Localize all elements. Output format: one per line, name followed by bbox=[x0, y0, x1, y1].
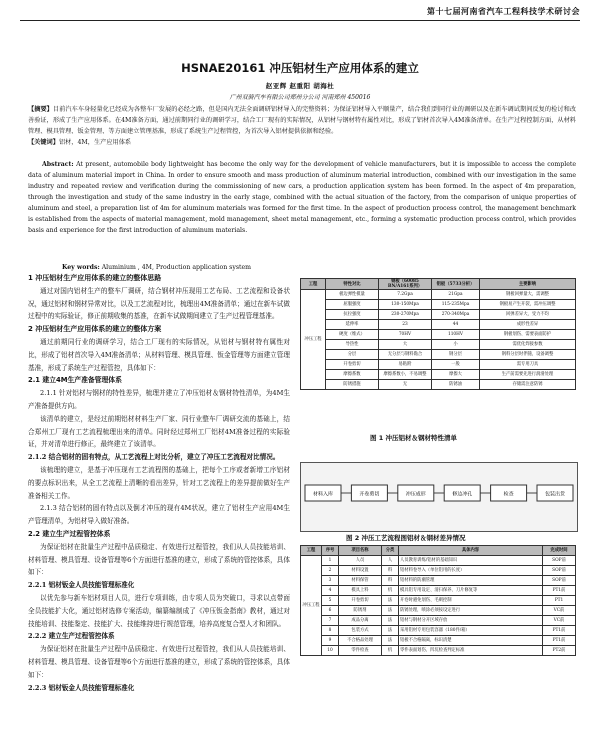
t2-h-2: 项目名称 bbox=[339, 546, 382, 556]
t1-h-4: 主要影响 bbox=[480, 279, 576, 290]
section-2-2-body: 为保证铝材在批量生产过程中品质稳定、有效进行过程管控，我们从人员技能培训、材料管理、模具管理、设备管理等6个方面进行基准的建立，形成了系统的管控体系，具体如下： bbox=[28, 542, 290, 577]
abstract-cn bbox=[28, 104, 576, 148]
table-2-cell: PT1前 bbox=[543, 626, 576, 636]
table-1-cell: 开卷剪切 bbox=[326, 360, 379, 370]
table-2-cell: 3 bbox=[322, 576, 339, 586]
abstract-cn-text: 目前汽车车身轻量化已经成为各整车厂发展的必经之路，但是国内无法全面调研铝材导入的完整资料；为保证铝材导入平顺量产，结合我们到同行业的调研以及在新车调试期间反复的检讨和改善验证，形成了生产应用体系。在4M准备方面，通过前期同行业的调研学习，结合工厂现有的实际情况，从铝材与钢材特有属性对比，形成了铝材首次导入4M准备清单。在生产过程控制方面，从材料管理、模具管理、钣金管理、等方面建立管理基准，形成了系统生产过程管控，为首次导入铝材提供依据和经验。 bbox=[28, 106, 577, 135]
t2-h-5: 完成时间 bbox=[543, 546, 576, 556]
table-1-cell: 防锈措施 bbox=[326, 380, 379, 390]
table-2-row bbox=[301, 586, 576, 596]
table-1-row bbox=[301, 340, 576, 350]
section-2-1-3-body: 2.1.3 结合铝材的固有特点以及倒才冲压的现有4M状况，建立了铝材生产应用4M生产管理清单，为铝材导入做好准备。 bbox=[28, 504, 290, 526]
table-1-cell: 抗拉强度 bbox=[326, 310, 379, 320]
table-2-cell: VC前 bbox=[543, 616, 576, 626]
table-2-row bbox=[301, 616, 576, 626]
table-2-cell: SOP前 bbox=[543, 556, 576, 566]
table-1-cell: 摩擦系数 bbox=[326, 370, 379, 380]
running-header bbox=[20, 4, 580, 21]
table-2-cell: PT1前 bbox=[543, 586, 576, 596]
table-1-cell: 70HV bbox=[379, 330, 432, 340]
section-2-2-2-body: 为保证铝材在批量生产过程中品质稳定、有效进行过程管控，我们从人员技能培训、材料管理、模具管理、设备管理等6个方面进行基准的建立，形成了系统的管控体系，具体如下： bbox=[28, 645, 290, 679]
table-2-cell: 模具上料 bbox=[339, 586, 382, 596]
table-1-row bbox=[301, 370, 576, 380]
section-2-1-2-title: 2.1.2 结合铝材的固有特点，从工艺流程上对比分析，建立了冲压工艺流程对比情况。 bbox=[28, 453, 280, 462]
table-2-cell: 5 bbox=[322, 596, 339, 606]
table-1-cell: 130-150Mpa bbox=[379, 300, 432, 310]
t2-h-1: 序号 bbox=[322, 546, 339, 556]
section-2-2-title: 2.2 建立生产过程管控体系 bbox=[28, 529, 111, 538]
table-1-row bbox=[301, 290, 576, 300]
table-1-cell: 摩擦大 bbox=[432, 370, 480, 380]
table-2-cell: 零件检查 bbox=[339, 646, 382, 656]
table-2-cell: 8 bbox=[322, 626, 339, 636]
table-2-cell: 材料设置 bbox=[339, 566, 382, 576]
table-2-cell: 法 bbox=[382, 606, 399, 616]
section-2-2-1-title: 2.2.1 铝材钣金人员技能管理标准化 bbox=[28, 581, 135, 590]
cutoff-heading: 2.2.3 铝材钣金人员技能管理标准化 bbox=[28, 683, 135, 692]
t2-h-3: 分类 bbox=[382, 546, 399, 556]
flow-node-label: 材料入库 bbox=[312, 491, 334, 498]
table-1-cell: 小 bbox=[432, 340, 480, 350]
table-1-cell: 7.2Gpa bbox=[379, 290, 432, 300]
section-2-1-title: 2.1 建立4M生产准备管理体系 bbox=[28, 376, 122, 385]
keywords-en-label: Key words: bbox=[62, 264, 100, 271]
table-2-cell: 9 bbox=[322, 636, 339, 646]
keywords-cn-label: 【关键词】 bbox=[28, 139, 59, 146]
table-2-cell: 包装方式 bbox=[339, 626, 382, 636]
table-2-cell: 2 bbox=[322, 566, 339, 576]
table-2-row bbox=[301, 606, 576, 616]
section-2-2-2-title: 2.2.2 建立生产过程管控体系 bbox=[28, 632, 115, 641]
table-1-row bbox=[301, 300, 576, 310]
table-2-cell: 防锈处理，喷涂必须按设定进行 bbox=[399, 606, 543, 616]
table-2-cell: 7 bbox=[322, 616, 339, 626]
figure-1 bbox=[300, 278, 576, 390]
table-2-row bbox=[301, 556, 576, 566]
table-2-cell: 人员 bbox=[339, 556, 382, 566]
table-2-cell: 法 bbox=[382, 596, 399, 606]
abstract-en bbox=[28, 159, 576, 236]
table-2-cell: 材料保管 bbox=[339, 576, 382, 586]
t2-h-4: 具体内容 bbox=[399, 546, 543, 556]
table-2-cell: 开卷时避免划伤、毛刺控制 bbox=[399, 596, 543, 606]
table-1-cell: 钢板划伤、需要表面防护 bbox=[480, 330, 576, 340]
table-1-cell: 23 bbox=[379, 320, 432, 330]
abstract-en-label: Abstract: bbox=[42, 161, 74, 168]
table-1-cell: 110HV bbox=[432, 330, 480, 340]
section-2-title: 2 冲压铝材生产应用体系的建立的整体方案 bbox=[28, 325, 162, 334]
keywords-en-text: Aluminium , 4M, Production application system bbox=[101, 264, 252, 271]
section-2-2-1-body: 以优先参与新车铝材项目人员，进行专项训练，由专项人员为突破口，寻求以点带面全员技能扩大化，通过铝材选修专案活动，编纂编制成了《冲压钣金指南》教材，通过对技能培训、技能鉴定、技能扩大、技能维持进行规范管理，培养高度复合型人才和团队。 bbox=[28, 593, 290, 628]
table-2-cell: 法 bbox=[382, 636, 399, 646]
table-1-cell: 需优化焊接参数 bbox=[480, 340, 576, 350]
t2-section-cell: 冲压工程 bbox=[301, 556, 322, 656]
table-2-cell: 零件表面划伤、凹坑检查判定标准 bbox=[399, 646, 543, 656]
table-2-cell: 6 bbox=[322, 606, 339, 616]
section-2-1-2-body: 该梳理的建立，是基于冲压现有工艺流程图的基础上，把每个工序或者新增工序铝材的要点标识出来，从全工艺流程上清晰的看出差异，针对工艺流程上的差异提前做好生产准备相关工作。 bbox=[28, 465, 290, 500]
t1-h-1: 特性对比 bbox=[326, 279, 379, 290]
table-2-cell: 机 bbox=[382, 646, 399, 656]
table-2-cell: 10 bbox=[322, 646, 339, 656]
flow-node-label: 开卷剪切 bbox=[359, 491, 380, 498]
table-1-cell: 钢料分层时伴随，设备调整 bbox=[480, 350, 576, 360]
table-2-row bbox=[301, 636, 576, 646]
t1-h-0: 工程 bbox=[301, 279, 326, 290]
table-1-cell: 270-340Mpa bbox=[432, 310, 480, 320]
flow-node-label: 包装出货 bbox=[544, 491, 566, 498]
table-1-cell: 延伸率 bbox=[326, 320, 379, 330]
figure-2-diagram bbox=[300, 462, 578, 532]
table-1-cell: 230-270Mpa bbox=[379, 310, 432, 320]
table-2-cell: 法 bbox=[382, 616, 399, 626]
section-2-1-1-body: 2.1.1 针对铝材与钢材的特性差异，梳理并建立了冲压铝材＆钢材特性清单，为4M生产准备提供方向。 bbox=[28, 389, 290, 410]
table-1-cell: 导热性 bbox=[326, 340, 379, 350]
table-1-row bbox=[301, 320, 576, 330]
section-2-body: 通过前期同行业的调研学习，结合工厂现有的实际情况，从铝材与钢材特有属性对比，形成了铝材首次导入4M准备清单；从材料管理、模具管理、钣金管理等方面建立管理基准，形成了系统生产过程管控，具体如下： bbox=[28, 337, 290, 372]
table-2-row bbox=[301, 576, 576, 586]
table-2-cell: 4 bbox=[322, 586, 339, 596]
process-flow-svg bbox=[301, 463, 577, 531]
table-1-cell: 防锈油 bbox=[432, 380, 480, 390]
keywords-cn-text: 铝材，4M，生产应用体系 bbox=[58, 139, 132, 146]
table-2-row bbox=[301, 626, 576, 636]
t1-section-cell: 冲压工程 bbox=[301, 290, 326, 390]
table-1-row bbox=[301, 310, 576, 320]
table-2-cell: 铝板不合格隔离，标识清楚 bbox=[399, 636, 543, 646]
table-2-cell: 不合格品处理 bbox=[339, 636, 382, 646]
t1-h-2: 钢板（60085 BN/A161系列） bbox=[379, 279, 432, 290]
table-2-row bbox=[301, 566, 576, 576]
table-1-cell: 115-235Mpa bbox=[432, 300, 480, 310]
authors: 赵亚辉 赵重阳 胡海杜 bbox=[265, 82, 335, 90]
table-2-cell: 铝材料的防潮管理 bbox=[399, 576, 543, 586]
section-1-body: 通过对国内铝材生产的整车厂调研，结合钢材冲压现用工艺布局、工艺流程和设备状况，通过铝材和钢材异常对比，以及工艺流程对比，梳理出4M准备清单；通过在新车试做过程中的实际验证，修正前期收集的基准，在新车试做期间建立了生产过程管理基准。 bbox=[28, 286, 290, 321]
figure-2-caption: 图 2 冲压工艺流程图铝材＆钢材差异情况 bbox=[346, 534, 466, 542]
table-2-cell: SOP前 bbox=[543, 576, 576, 586]
table-2-cell: 料 bbox=[382, 566, 399, 576]
table-2-cell: 法 bbox=[382, 626, 399, 636]
table-2-cell: PT1前 bbox=[543, 636, 576, 646]
table-1-cell: 无 bbox=[379, 380, 432, 390]
table-1-cell: 分层 bbox=[326, 350, 379, 360]
table-1-row bbox=[301, 350, 576, 360]
table-2-cell: 防锈剂 bbox=[339, 606, 382, 616]
abstract-en-text: At present, automobile body lightweight has become the only way for the development of vehicle manufacturers, but it is impossible to access the complete data of aluminum material import in China. In order to ensure smooth and mass production of aluminum material introduction, combined with our investigation in the same industry and repeated review and verification during the commissioning of new cars, a production application system has been formed. In the aspect of 4m preparation, through the investigation and study of the same industry in the early stage, combined with the actual situation of the factory, from the comparison of unique properties of aluminum and steel, a preparation list of 4m for aluminum materials was formed for the first time. In the aspect of production process control, the management benchmark is established from the aspects of material management, mold management, sheet metal management, etc., forming a systematic production process control, which provides basis and experience for the first introduction of aluminum materials. bbox=[28, 161, 577, 234]
table-2-cell: 铝材料卷导入（单位铝用的长度） bbox=[399, 566, 543, 576]
table-1-cell: 板边弹性模量 bbox=[326, 290, 379, 300]
table-2-cell: 料 bbox=[382, 576, 399, 586]
table-1-cell: 大 bbox=[379, 340, 432, 350]
table-1-row bbox=[301, 380, 576, 390]
figure-1-caption: 图 1 冲压铝材＆钢材特性清单 bbox=[370, 434, 458, 442]
flow-node-label: 检查 bbox=[503, 491, 514, 498]
conference-name: 第十七届河南省汽车工程科技学术研讨会 bbox=[427, 6, 580, 16]
paper-title: HSNAE20161 冲压铝材生产应用体系的建立 bbox=[181, 61, 419, 75]
table-2-row bbox=[301, 596, 576, 606]
table-1-cell: 需专用刀具 bbox=[480, 360, 576, 370]
table-1-cell: 钢板回弹量大，需调整 bbox=[480, 290, 576, 300]
flow-node-label: 修边冲孔 bbox=[452, 491, 473, 498]
table-2-cell: 成品分离 bbox=[339, 616, 382, 626]
flow-node-label: 冲压成形 bbox=[405, 491, 426, 498]
table-1-cell: 屈服强度 bbox=[326, 300, 379, 310]
abstract-cn-label: 【摘要】 bbox=[28, 106, 53, 113]
table-1-header bbox=[301, 279, 576, 290]
table-1-cell: 21Gpa bbox=[432, 290, 480, 300]
table-2-cell: 开卷剪切 bbox=[339, 596, 382, 606]
table-2-cell: 人员教育训练/铝材的基础知识 bbox=[399, 556, 543, 566]
table-2-cell: 模具铝专用设定、清扫保养、刀片修复等 bbox=[399, 586, 543, 596]
table-2-cell: 人 bbox=[382, 556, 399, 566]
table-1-cell: 硬度（维式） bbox=[326, 330, 379, 340]
table-1-row bbox=[301, 360, 576, 370]
table-2-header bbox=[301, 546, 576, 556]
table-2-cell: SOP前 bbox=[543, 566, 576, 576]
table-1-row bbox=[301, 330, 576, 340]
table-2-cell: 机 bbox=[382, 586, 399, 596]
table-1-cell: 回弹差异大，受力不均 bbox=[480, 310, 576, 320]
table-2-cell: PT1 bbox=[543, 596, 576, 606]
table-1-cell: 成形性差异 bbox=[480, 320, 576, 330]
table-2-cell: 1 bbox=[322, 556, 339, 566]
table-1-cell: 易粘附 bbox=[379, 360, 432, 370]
left-column bbox=[28, 272, 290, 724]
affiliation: 广州双骑汽车有限公司郑州分公司 河南郑州 450016 bbox=[229, 94, 371, 101]
section-1-title: 1 冲压铝材生产应用体系的建立的整体思路 bbox=[28, 274, 162, 282]
table-1-cell: 生产前需要先进行润滑处理 bbox=[480, 370, 576, 380]
table-2-row bbox=[301, 646, 576, 656]
table-2-cell: VC前 bbox=[543, 606, 576, 616]
table-2-cell: PT2前 bbox=[543, 646, 576, 656]
t1-h-3: 铝板（5733分析） bbox=[432, 279, 480, 290]
table-1-cell: 存储需注意防锈 bbox=[480, 380, 576, 390]
table-2-wrap bbox=[300, 545, 576, 656]
table-2-cell: 采用铝材专用包装容器（180件/箱） bbox=[399, 626, 543, 636]
table-1-cell: 一般 bbox=[432, 360, 480, 370]
t2-h-0: 工程 bbox=[301, 546, 322, 556]
table-2 bbox=[300, 545, 576, 656]
table-1-cell: 44 bbox=[432, 320, 480, 330]
table-2-cell: 铝材与钢材分开区域存放 bbox=[399, 616, 543, 626]
table-1-cell: 钢板易产生开裂，需冲压调整 bbox=[480, 300, 576, 310]
section-2-1-1-body2: 该清单的建立，是经过前期铝材材料生产厂家、同行业整车厂调研交流的基础上，结合郑州工厂现有工艺流程梳理出来的清单。同时经过郑州工厂铝材4M准备过程的实际验证，并对清单进行修正，最终建立了该清单。 bbox=[28, 414, 290, 449]
table-1 bbox=[300, 278, 576, 390]
table-1-cell: 无分层与钢料黏合 bbox=[379, 350, 432, 360]
table-1-cell: 摩擦系数小，不易调整 bbox=[379, 370, 432, 380]
table-1-cell: 钢分层 bbox=[432, 350, 480, 360]
